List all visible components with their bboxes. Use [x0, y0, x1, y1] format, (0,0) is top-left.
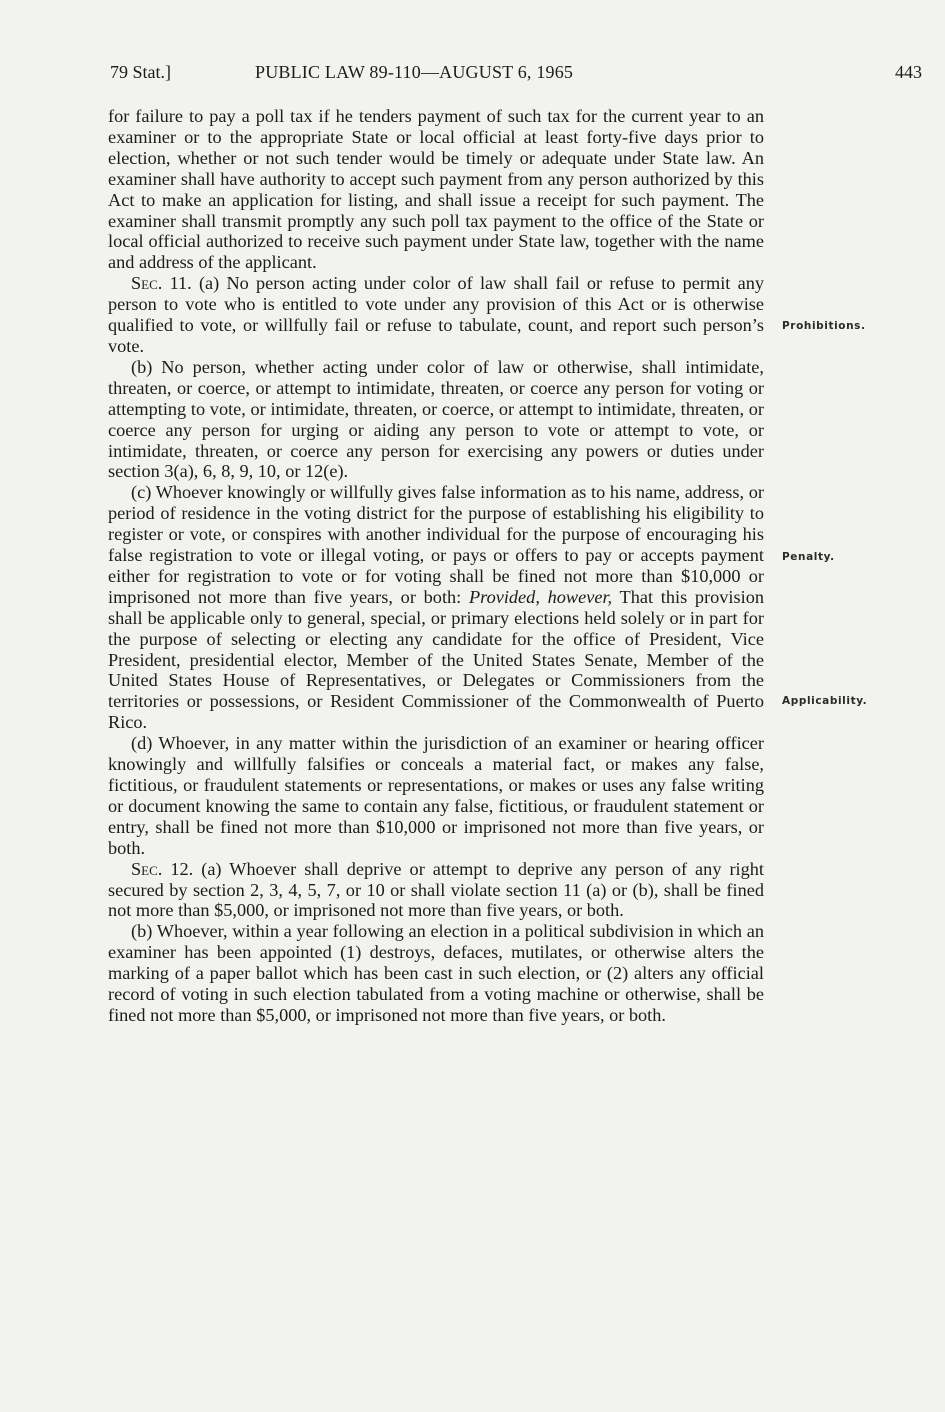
page-title: PUBLIC LAW 89-110—AUGUST 6, 1965: [255, 62, 574, 82]
page-number: 443: [895, 62, 922, 82]
margin-note-prohibitions: Prohibitions.: [782, 320, 866, 332]
section-label: Sec. 12.: [131, 858, 194, 879]
paragraph-sec-12-b: (b) Whoever, within a year following an election in a political subdivision in which an examiner has been appointed (1) destroys, defaces, mutilates, or otherwise alters the marking of a paper ballot which has been cast in such election, or (2) alters any official record of voting in such election tabulated from a voting machine or otherwise, shall be fined not more than $5,000, or imprisoned not more than five years, or both.: [108, 921, 764, 1025]
proviso: Provided, however,: [468, 586, 613, 607]
paragraph-sec-11-c: (c) Whoever knowingly or willfully gives false information as to his name, address, or period of residence in the voting district for the purpose of establishing his eligibility to register or vote, or conspires with another individual for the purpose of encouraging his false registration to vote or illegal voting, or pays or offers to pay or accepts payment either for registration to vote or for voting shall be fined not more than $10,000 or imprisoned not more than five years, or both: Provided, however, That this provision shall be applicable only to general, special, or primary elections held solely or in part for the purpose of selecting or electing any candidate for the office of President, Vice President, presidential elector, Member of the United States Senate, Member of the United States House of Representatives, or Delegates or Commissioners from the territories or possessions, or Resident Commissioner of the Commonwealth of Puerto Rico.: [108, 482, 764, 733]
section-label: Sec. 11.: [131, 273, 192, 294]
statute-reference: 79 Stat.]: [110, 62, 171, 82]
paragraph-poll-tax: for failure to pay a poll tax if he tenders payment of such tax for the current year to an examiner or to the appropriate State or local official at least forty-five days prior to election, whether or not such tender would be timely or adequate under State law. An examiner shall have authority to accept such payment from any person authorized by this Act to make an application for listing, and shall issue a receipt for such payment. The examiner shall transmit promptly any such poll tax payment to the office of the State or local official authorized to receive such payment under State law, together with the name and address of the applicant.: [108, 106, 764, 273]
paragraph-sec-12-a: Sec. 12. (a) Whoever shall deprive or attempt to deprive any person of any right secured by section 2, 3, 4, 5, 7, or 10 or shall violate section 11 (a) or (b), shall be fined not more than $5,000, or imprisoned not more than five years, or both.: [108, 858, 764, 921]
margin-note-applicability: Applicability.: [782, 695, 868, 707]
paragraph-sec-11-d: (d) Whoever, in any matter within the jurisdiction of an examiner or hearing officer knowingly and willfully falsifies or conceals a material fact, or makes any false, fictitious, or fraudulent statements or representations, or makes or uses any false writing or document knowing the same to contain any false, fictitious, or fraudulent statement or entry, shall be fined not more than $10,000 or imprisoned not more than five years, or both.: [108, 733, 764, 858]
page-header: [110, 62, 922, 86]
margin-note-penalty: Penalty.: [782, 551, 835, 563]
paragraph-sec-11-a: Sec. 11. (a) No person acting under color of law shall fail or refuse to permit any person to vote who is entitled to vote under any provision of this Act or is otherwise qualified to vote, or willfully fail or refuse to tabulate, count, and report such person’s vote.: [108, 273, 765, 356]
paragraph-sec-11-b: (b) No person, whether acting under color of law or otherwise, shall intimidate, threaten, or coerce, or attempt to intimidate, threaten, or coerce any person for voting or attempting to vote, or intimidate, threaten, or coerce, or attempt to intimidate, threaten, or coerce any person for urging or aiding any person to vote or attempt to vote, or intimidate, threaten, or coerce any person for exercising any powers or duties under section 3(a), 6, 8, 9, 10, or 12(e).: [108, 356, 764, 482]
body-text: [108, 106, 764, 1026]
